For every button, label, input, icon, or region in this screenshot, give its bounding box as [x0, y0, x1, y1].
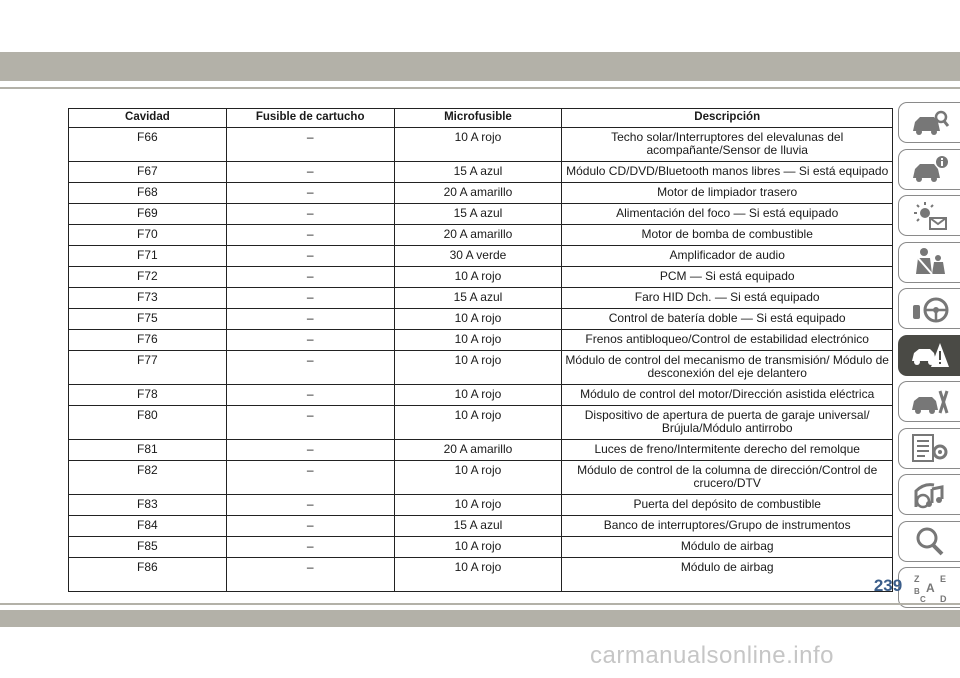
tab-seatbelt-airbag[interactable]	[898, 242, 960, 283]
cell-cartridge-fuse: –	[226, 128, 394, 162]
cell-description: Módulo de control del mecanismo de transmisión/ Módulo de desconexión del eje delantero	[562, 351, 893, 385]
cell-description: Frenos antibloqueo/Control de estabilidad electrónico	[562, 330, 893, 351]
cell-description: Motor de bomba de combustible	[562, 225, 893, 246]
cell-cavity: F67	[69, 162, 227, 183]
table-row	[69, 330, 893, 351]
table-row	[69, 204, 893, 225]
steering-wheel-icon	[910, 293, 950, 325]
cell-cavity: F66	[69, 128, 227, 162]
table-row	[69, 440, 893, 461]
tab-multimedia[interactable]	[898, 474, 960, 515]
table-header-row	[69, 109, 893, 128]
index-search-icon	[910, 525, 950, 557]
svg-text:A: A	[925, 580, 935, 595]
top-margin	[0, 0, 960, 52]
cell-cartridge-fuse: –	[226, 225, 394, 246]
cell-description: Control de batería doble — Si está equipado	[562, 309, 893, 330]
cell-description: Amplificador de audio	[562, 246, 893, 267]
cell-description: Módulo de control de la columna de dirección/Control de crucero/DTV	[562, 461, 893, 495]
watermark: carmanualsonline.info	[590, 642, 834, 669]
cell-cavity: F72	[69, 267, 227, 288]
cell-mini-fuse: 20 A amarillo	[394, 225, 562, 246]
cell-mini-fuse: 10 A rojo	[394, 267, 562, 288]
cell-mini-fuse: 20 A amarillo	[394, 440, 562, 461]
tab-car-info[interactable]	[898, 149, 960, 190]
cell-description: Módulo CD/DVD/Bluetooth manos libres — Si está equipado	[562, 162, 893, 183]
svg-text:C: C	[919, 594, 926, 604]
car-info-icon	[910, 153, 950, 185]
cell-cavity: F78	[69, 385, 227, 406]
cell-cartridge-fuse: –	[226, 406, 394, 440]
table-row	[69, 516, 893, 537]
table-row	[69, 537, 893, 558]
cell-cavity: F71	[69, 246, 227, 267]
cell-cartridge-fuse: –	[226, 204, 394, 225]
cell-cavity: F68	[69, 183, 227, 204]
cell-cavity: F80	[69, 406, 227, 440]
alphabet-index-icon	[910, 572, 950, 604]
cell-mini-fuse: 15 A azul	[394, 162, 562, 183]
table-row	[69, 351, 893, 385]
cell-cartridge-fuse: –	[226, 516, 394, 537]
cell-cavity: F76	[69, 330, 227, 351]
table-row	[69, 558, 893, 592]
chapter-tabs	[898, 102, 960, 614]
cell-cartridge-fuse: –	[226, 288, 394, 309]
tab-specs-gear[interactable]	[898, 428, 960, 469]
cell-cartridge-fuse: –	[226, 162, 394, 183]
svg-text:Z: Z	[913, 573, 919, 584]
cell-description: Techo solar/Interruptores del elevalunas del acompañante/Sensor de lluvia	[562, 128, 893, 162]
cell-cartridge-fuse: –	[226, 558, 394, 592]
table-row	[69, 495, 893, 516]
table-row	[69, 162, 893, 183]
table-row	[69, 385, 893, 406]
cell-mini-fuse: 10 A rojo	[394, 495, 562, 516]
cell-cartridge-fuse: –	[226, 495, 394, 516]
page-number: 239	[873, 576, 903, 595]
svg-text:D: D	[939, 593, 946, 604]
cell-mini-fuse: 20 A amarillo	[394, 183, 562, 204]
tab-car-wrench[interactable]	[898, 381, 960, 422]
cell-description: Módulo de control del motor/Dirección asistida eléctrica	[562, 385, 893, 406]
cell-mini-fuse: 15 A azul	[394, 516, 562, 537]
cell-mini-fuse: 10 A rojo	[394, 128, 562, 162]
column-header-fusible-cartucho: Fusible de cartucho	[226, 109, 394, 128]
cell-mini-fuse: 10 A rojo	[394, 537, 562, 558]
cell-mini-fuse: 10 A rojo	[394, 406, 562, 440]
multimedia-icon	[910, 479, 950, 511]
tab-warning-lights[interactable]	[898, 195, 960, 236]
car-hazard-icon	[910, 339, 950, 371]
table-row	[69, 225, 893, 246]
cell-cavity: F82	[69, 461, 227, 495]
cell-mini-fuse: 30 A verde	[394, 246, 562, 267]
cell-cartridge-fuse: –	[226, 246, 394, 267]
specs-gear-icon	[910, 432, 950, 464]
tab-car-magnifier[interactable]	[898, 102, 960, 143]
cell-description: Luces de freno/Intermitente derecho del remolque	[562, 440, 893, 461]
cell-description: Motor de limpiador trasero	[562, 183, 893, 204]
cell-mini-fuse: 10 A rojo	[394, 385, 562, 406]
cell-cavity: F69	[69, 204, 227, 225]
cell-cartridge-fuse: –	[226, 440, 394, 461]
table-row	[69, 246, 893, 267]
cell-description: PCM — Si está equipado	[562, 267, 893, 288]
cell-cartridge-fuse: –	[226, 351, 394, 385]
car-wrench-icon	[910, 386, 950, 418]
table-row	[69, 183, 893, 204]
car-magnifier-icon	[910, 107, 950, 139]
cell-description: Módulo de airbag	[562, 537, 893, 558]
table-row	[69, 288, 893, 309]
table-row	[69, 128, 893, 162]
cell-cartridge-fuse: –	[226, 461, 394, 495]
seatbelt-airbag-icon	[910, 246, 950, 278]
cell-cavity: F84	[69, 516, 227, 537]
tab-car-hazard[interactable]	[898, 335, 960, 376]
footer-band	[0, 610, 960, 627]
table-row	[69, 309, 893, 330]
cell-description: Puerta del depósito de combustible	[562, 495, 893, 516]
cell-mini-fuse: 10 A rojo	[394, 309, 562, 330]
column-header-descripcion: Descripción	[562, 109, 893, 128]
cell-cavity: F86	[69, 558, 227, 592]
cell-mini-fuse: 10 A rojo	[394, 351, 562, 385]
header-band	[0, 52, 960, 81]
tab-index-search[interactable]	[898, 521, 960, 562]
table-row	[69, 406, 893, 440]
svg-text:E: E	[939, 573, 946, 584]
tab-steering-wheel[interactable]	[898, 288, 960, 329]
cell-cartridge-fuse: –	[226, 330, 394, 351]
column-header-cavidad: Cavidad	[69, 109, 227, 128]
cell-mini-fuse: 10 A rojo	[394, 330, 562, 351]
cell-mini-fuse: 15 A azul	[394, 204, 562, 225]
cell-cartridge-fuse: –	[226, 183, 394, 204]
footer-rule	[0, 603, 960, 605]
cell-cavity: F83	[69, 495, 227, 516]
cell-mini-fuse: 10 A rojo	[394, 558, 562, 592]
table-row	[69, 267, 893, 288]
fuse-table	[68, 108, 893, 592]
cell-mini-fuse: 10 A rojo	[394, 461, 562, 495]
cell-cavity: F73	[69, 288, 227, 309]
cell-description: Módulo de airbag	[562, 558, 893, 592]
cell-mini-fuse: 15 A azul	[394, 288, 562, 309]
warning-lights-icon	[910, 200, 950, 232]
cell-description: Banco de interruptores/Grupo de instrumentos	[562, 516, 893, 537]
cell-cartridge-fuse: –	[226, 309, 394, 330]
table-row	[69, 461, 893, 495]
cell-cavity: F70	[69, 225, 227, 246]
cell-cartridge-fuse: –	[226, 537, 394, 558]
cell-cavity: F85	[69, 537, 227, 558]
cell-description: Alimentación del foco — Si está equipado	[562, 204, 893, 225]
header-rule	[0, 87, 960, 89]
column-header-microfusible: Microfusible	[394, 109, 562, 128]
cell-cartridge-fuse: –	[226, 267, 394, 288]
cell-cavity: F81	[69, 440, 227, 461]
svg-text:B: B	[913, 586, 920, 596]
cell-description: Dispositivo de apertura de puerta de garaje universal/ Brújula/Módulo antirrobo	[562, 406, 893, 440]
cell-description: Faro HID Dch. — Si está equipado	[562, 288, 893, 309]
cell-cavity: F75	[69, 309, 227, 330]
cell-cavity: F77	[69, 351, 227, 385]
cell-cartridge-fuse: –	[226, 385, 394, 406]
